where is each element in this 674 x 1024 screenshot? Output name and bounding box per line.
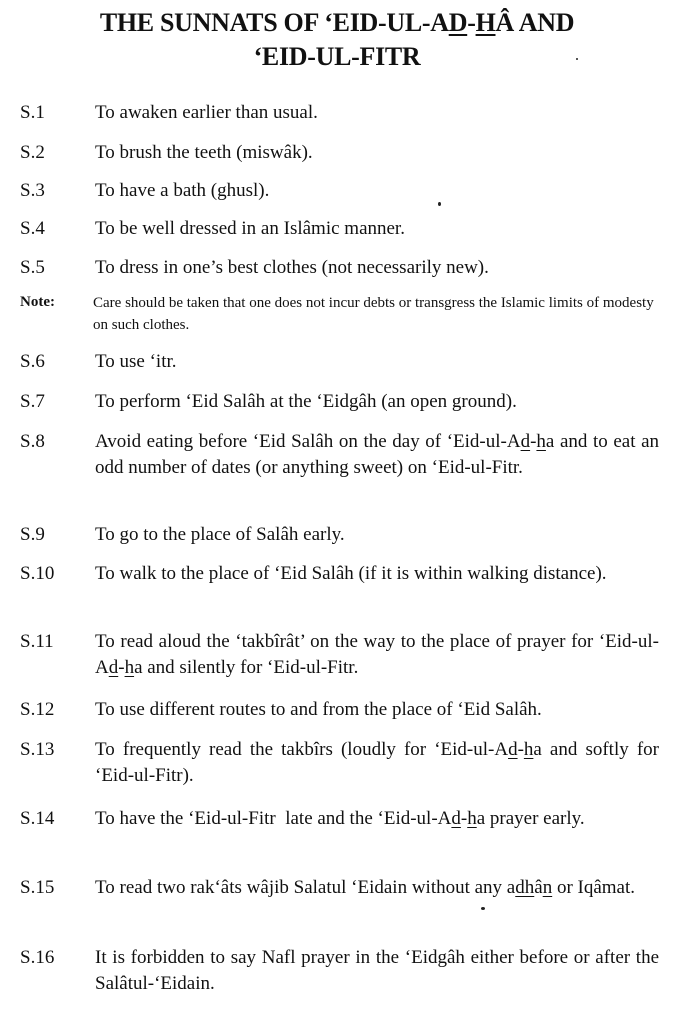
item-text: Avoid eating before ‘Eid Salâh on the day of ‘Eid-ul-Ad-ha and to eat an odd number of dates (or anything sweet) on ‘Eid-ul-Fitr.: [95, 431, 659, 478]
item-label: S.12: [20, 699, 55, 720]
item-text: To go to the place of Salâh early.: [95, 524, 345, 545]
item-text: To walk to the place of ‘Eid Salâh (if it is within walking distance).: [95, 563, 607, 584]
page-title-line-1: [0, 8, 674, 38]
item-text: To dress in one’s best clothes (not necessarily new).: [95, 257, 489, 278]
note-text: Care should be taken that one does not incur debts or transgress the Islamic limits of modesty on such clothes.: [93, 295, 654, 333]
item-label: S.15: [20, 877, 55, 898]
item-text: To perform ‘Eid Salâh at the ‘Eidgâh (an open ground).: [95, 391, 517, 412]
item-label: S.10: [20, 563, 55, 584]
item-text: To use ‘itr.: [95, 351, 177, 372]
title-text-b: -: [467, 8, 476, 37]
item-text: To be well dressed in an Islâmic manner.: [95, 218, 405, 239]
scan-speck: [576, 58, 578, 60]
title-text-c: Â AND: [495, 8, 575, 37]
page-title-line-2: ‘EID-UL-FITR: [253, 42, 421, 71]
item-label: S.3: [20, 180, 45, 201]
item-label: S.14: [20, 808, 55, 829]
title-underlined-h: H: [475, 8, 496, 37]
item-label: S.16: [20, 947, 55, 968]
scan-speck: [438, 202, 441, 206]
item-label: S.9: [20, 524, 45, 545]
item-text: To read two rak‘âts wâjib Salatul ‘Eidain without any adhân or Iqâmat.: [95, 877, 636, 898]
item-text: To brush the teeth (miswâk).: [95, 142, 313, 163]
item-label: S.11: [20, 631, 54, 652]
item-label: S.2: [20, 142, 45, 163]
item-text: To read aloud the ‘takbîrât’ on the way to the place of prayer for ‘Eid-ul-Ad-ha and silently for ‘Eid-ul-Fitr.: [95, 631, 659, 678]
item-label: S.7: [20, 391, 45, 412]
item-text: To awaken earlier than usual.: [95, 102, 318, 123]
scan-speck: [481, 907, 485, 910]
item-label: S.1: [20, 102, 45, 123]
item-text: To have the ‘Eid-ul-Fitr late and the ‘Eid-ul-Ad-ha prayer early.: [95, 808, 585, 829]
item-text: It is forbidden to say Nafl prayer in the ‘Eidgâh either before or after the Salâtul-‘Eidain.: [95, 947, 659, 994]
title-text-a: THE SUNNATS OF ‘EID-UL-A: [99, 8, 449, 37]
note-label: Note:: [20, 294, 55, 310]
item-label: S.13: [20, 739, 55, 760]
item-text: To have a bath (ghusl).: [95, 180, 270, 201]
item-label: S.6: [20, 351, 45, 372]
item-text: To frequently read the takbîrs (loudly for ‘Eid-ul-Ad-ha and softly for ‘Eid-ul-Fitr).: [95, 739, 659, 786]
item-label: S.4: [20, 218, 45, 239]
item-label: S.8: [20, 431, 45, 452]
item-text: To use different routes to and from the place of ‘Eid Salâh.: [95, 699, 542, 720]
item-label: S.5: [20, 257, 45, 278]
title-underlined-d: D: [448, 8, 468, 37]
